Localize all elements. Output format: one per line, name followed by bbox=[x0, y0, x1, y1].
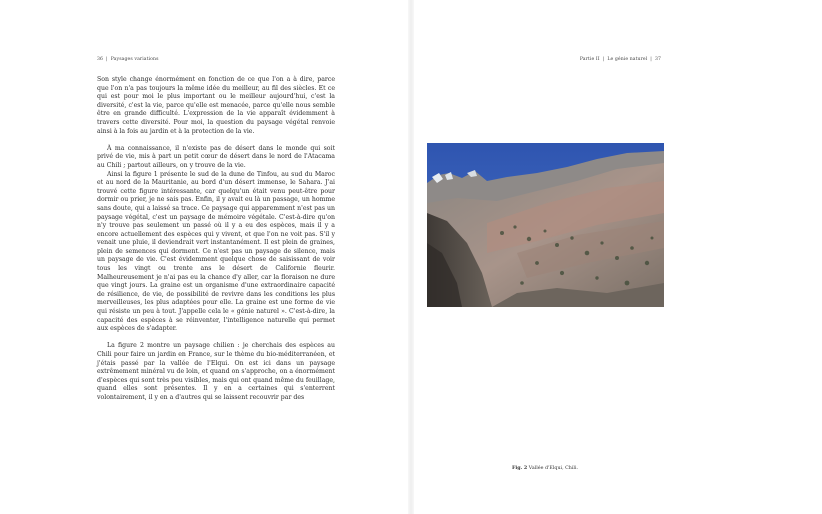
left-page-number: 36 bbox=[97, 57, 104, 62]
figure-label: Fig. 2 bbox=[512, 465, 528, 471]
left-body-text bbox=[97, 76, 335, 411]
header-separator: | bbox=[602, 57, 605, 62]
header-separator: | bbox=[650, 57, 652, 62]
right-page-number: 37 bbox=[654, 57, 661, 62]
paragraph: À ma connaissance, il n'existe pas de désert dans le monde qui soit privé de vie, mis à part un petit cœur de désert dans le nord de l'Atacama au Chili ; partout ailleurs, on y trouve de la vie. bbox=[97, 144, 335, 169]
figure-photo-elqui-valley bbox=[427, 143, 664, 307]
right-page bbox=[411, 0, 822, 514]
paragraph: Son style change énormément en fonction de ce que l'on a à dire, parce que l'on n'a pas toujours la même idée du meilleur, au fil des siècles. Et ce qui est pour moi le plus important ou le meilleur aujourd'hui, c'est la diversité, c'est la vie, parce qu'elle est menacée, parce qu'elle nous semble être en grande difficulté. L'expression de la vie apparaît évidemment à travers cette diversité. Pour moi, la question du paysage végétal renvoie ainsi à la fois au jardin et à la protection de la vie. bbox=[97, 76, 335, 135]
mountain-landscape-image bbox=[427, 143, 664, 307]
left-running-head bbox=[97, 57, 159, 62]
right-chapter-title: Le génie naturel bbox=[607, 57, 648, 62]
paragraph: Ainsi la figure 1 présente le sud de la dune de Tinfou, au sud du Maroc et au nord de la Mauritanie, au bord d'un désert immense, le Sahara. J'ai trouvé cette figure intéressante, car quelqu'un était venu peut-être pour dormir ou prier, je ne sais pas. Enfin, il y avait eu là un passage, un homme sans doute, qui a laissé sa trace. Ce paysage qui apparemment n'est pas un paysage végétal, c'est un paysage de mémoire végétale. C'est-à-dire qu'on n'y trouve pas seulement un passé où il y a eu des espèces, mais il y a encore actuellement des espèces qui y vivent, et que l'on ne voit pas. S'il y venait une pluie, il deviendrait vert instantanément. Il est plein de graines, plein de semences qui dorment. Ce n'est pas un paysage de silence, mais un paysage de vie. C'est évidemment quelque chose de saisissant de voir tous les vingt ou trente ans le désert de Californie fleurir. Malheureusement je n'ai pas eu la chance d'y aller, car la floraison ne dure que vingt jours. La graine est un organisme d'une extraordinaire capacité de résilience, de vie, de possibilité de revivre dans les conditions les plus merveilleuses, les plus adaptées pour elle. La graine est une forme de vie qui résiste un peu à tout. J'appelle cela le « génie naturel ». C'est-à-dire, la capacité des espèces à se réinventer, l'intelligence naturelle qui permet aux espèces de s'adapter. bbox=[97, 170, 335, 333]
right-running-head bbox=[580, 57, 661, 62]
figure-caption-text: Vallée d'Elqui, Chili. bbox=[528, 466, 579, 471]
left-section-title: Paysages variations bbox=[110, 57, 159, 62]
figure-caption bbox=[512, 465, 592, 471]
paragraph: La figure 2 montre un paysage chilien : je cherchais des espèces au Chili pour faire un jardin en France, sur le thème du bio-méditerranéen, et j'étais passé par la vallée de l'Elqui. On est ici dans un paysage extrêmement minéral vu de loin, et quand on s'approche, on a énormément d'espèces qui sont très peu visibles, mais qui ont quand même du feuillage, quand elles sont présentes. Il y en a certaines qui s'enterrent volontairement, il y en a d'autres qui se laissent recouvrir par des bbox=[97, 342, 335, 401]
header-separator: | bbox=[106, 57, 108, 62]
right-section-title: Partie II bbox=[579, 57, 600, 62]
